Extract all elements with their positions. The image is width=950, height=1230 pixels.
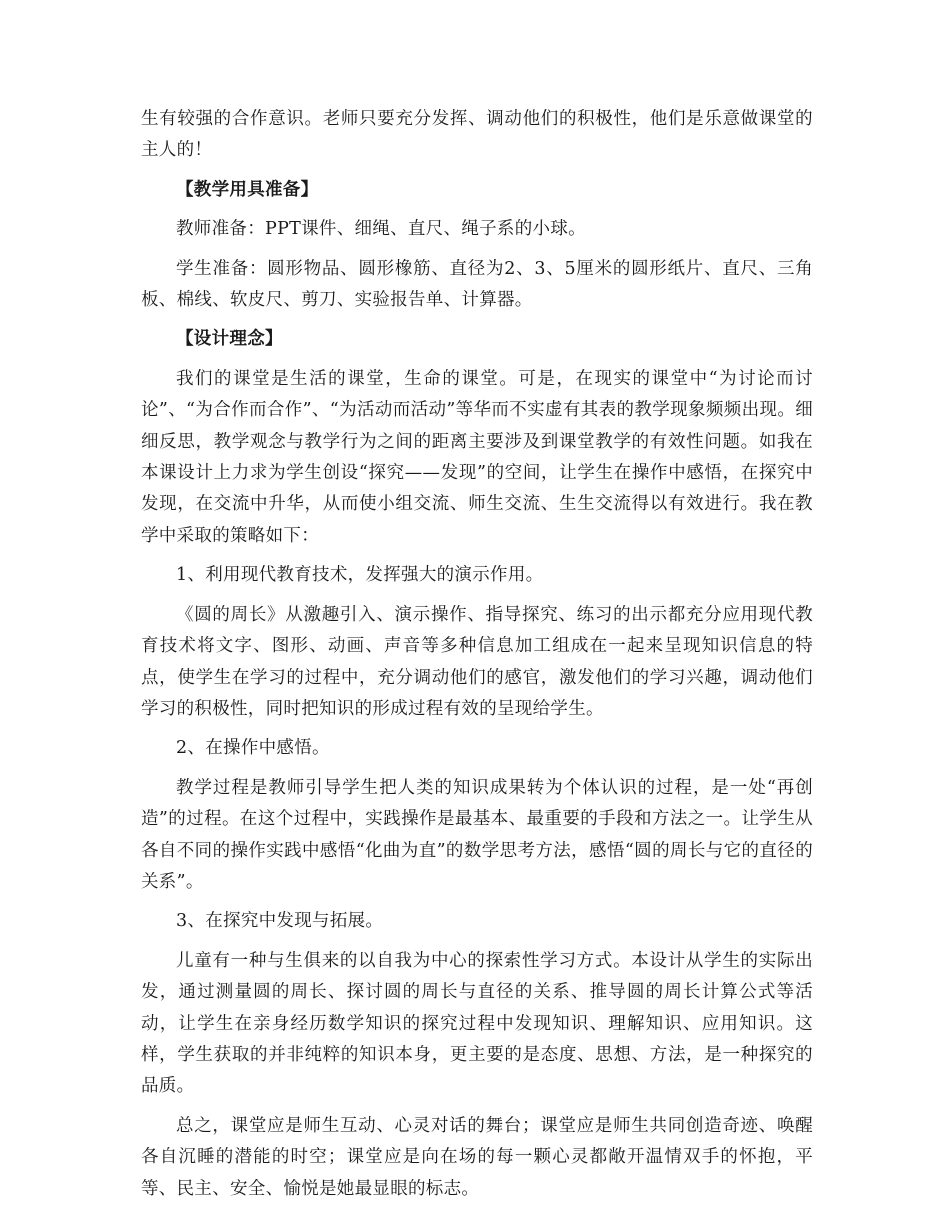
point-3-title: 3、在探究中发现与拓展。 xyxy=(176,911,384,932)
point-2-body: 教学过程是教师引导学生把人类的知识成果转为个体认识的过程，是一处“再创造”的过程。在这个过程中，实践操作是最基本、最重要的手段和方法之一。让学生从各自不同的操作实践中感悟“化曲为直”的数学思考方法，感悟“圆的周长与它的直径的关系”。 xyxy=(141,777,813,892)
point-1-title: 1、利用现代教育技术，发挥强大的演示作用。 xyxy=(176,565,544,586)
point-1-body: 《圆的周长》从激趣引入、演示操作、指导探究、练习的出示都充分应用现代教育技术将文字、图形、动画、声音等多种信息加工组成在一起来呈现知识信息的特点，使学生在学习的过程中，充分调动他们的感官，激发他们的学习兴趣，调动他们学习的积极性，同时把知识的形成过程有效的呈现给学生。 xyxy=(141,604,813,719)
conclusion: 总之，课堂应是师生互动、心灵对话的舞台；课堂应是师生共同创造奇迹、唤醒各自沉睡的潜能的时空；课堂应是向在场的每一颗心灵都敞开温情双手的怀抱，平等、民主、安全、愉悦是她最显眼的标志。 xyxy=(141,1115,813,1199)
intro-continuation: 生有较强的合作意识。老师只要充分发挥、调动他们的积极性，他们是乐意做课堂的主人的！ xyxy=(141,109,813,161)
section-heading-concept: 【设计理念】 xyxy=(176,329,283,350)
document-page xyxy=(141,104,813,1213)
student-preparation: 学生准备：圆形物品、圆形橡筋、直径为2、3、5厘米的圆形纸片、直尺、三角板、棉线、软皮尺、剪刀、实验报告单、计算器。 xyxy=(141,258,813,311)
point-2-title: 2、在操作中感悟。 xyxy=(176,738,330,759)
point-3-body: 儿童有一种与生俱来的以自我为中心的探索性学习方式。本设计从学生的实际出发，通过测量圆的周长、探讨圆的周长与直径的关系、推导圆的周长计算公式等活动，让学生在亲身经历数学知识的探究过程中发现知识、理解知识、应用知识。这样，学生获取的并非纯粹的知识本身，更主要的是态度、思想、方法，是一种探究的品质。 xyxy=(141,950,813,1097)
section-heading-tools: 【教学用具准备】 xyxy=(176,179,319,200)
concept-intro: 我们的课堂是生活的课堂，生命的课堂。可是，在现实的课堂中“为讨论而讨论”、“为合作而合作”、“为活动而活动”等华而不实虚有其表的教学现象频频出现。细细反思，教学观念与教学行为之间的距离主要涉及到课堂教学的有效性问题。如我在本课设计上力求为学生创设“探究——发现”的空间，让学生在操作中感悟，在探究中发现，在交流中升华，从而使小组交流、师生交流、生生交流得以有效进行。我在教学中采取的策略如下： xyxy=(141,368,813,546)
teacher-preparation: 教师准备：PPT课件、细绳、直尺、绳子系的小球。 xyxy=(176,219,586,240)
